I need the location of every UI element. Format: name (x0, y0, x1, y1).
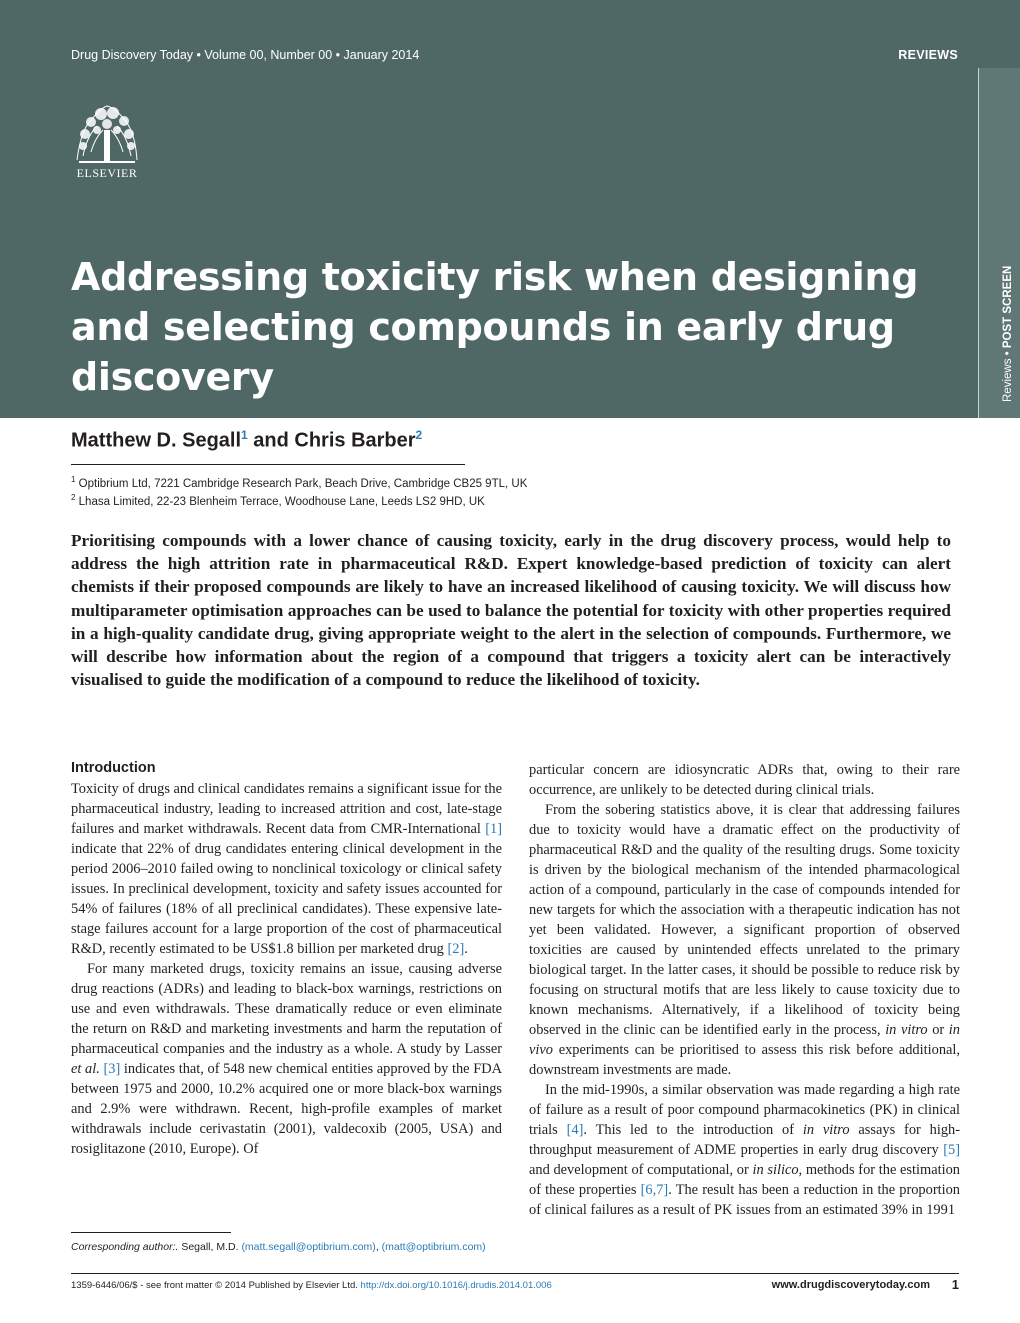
citation-link[interactable]: [6,7] (640, 1182, 669, 1198)
author-name: Matthew D. Segall (71, 429, 242, 452)
running-head: Drug Discovery Today • Volume 00, Number 00 • January 2014 (71, 48, 420, 62)
article-title: Addressing toxicity risk when designing and selecting compounds in early drug discovery (71, 255, 919, 399)
affiliation-number: 1 (71, 475, 76, 484)
body-paragraph: In the mid-1990s, a similar observation was made regarding a high rate of failure as a result of poor compound pharmacokinetics (PK) in clinical trials [4]. This led to the introduction of in vitro assays for high-throughput measurement of ADME properties in early drug discovery [5] and development of computational, or in silico, methods for the estimation of these properties [6,7]. The result has been a reduction in the proportion of clinical failures as a result of PK issues from an estimated 39% in 1991 (529, 1082, 961, 1218)
section-heading: Introduction (71, 760, 156, 776)
footer-divider (71, 1273, 959, 1274)
citation-link[interactable]: [4] (566, 1122, 584, 1138)
affiliation-text: Lhasa Limited, 22-23 Blenheim Terrace, Woodhouse Lane, Leeds LS2 9HD, UK (78, 495, 485, 508)
affiliation-number: 2 (71, 493, 76, 502)
side-label-prefix: Reviews • (1002, 348, 1014, 402)
footer-copyright: 1359-6446/06/$ - see front matter © 2014 Published by Elsevier Ltd. http://dx.doi.org/10.1016/j.drudis.2014.01.006 (71, 1280, 552, 1291)
publisher-logo-text: ELSEVIER (76, 166, 138, 180)
author-joiner: and (247, 429, 295, 452)
email-link[interactable]: (matt.segall@optibrium.com) (241, 1241, 376, 1253)
section-label: REVIEWS (898, 48, 958, 62)
citation-link[interactable]: [5] (943, 1142, 960, 1158)
author-name: Chris Barber (294, 429, 416, 452)
author-line (71, 428, 422, 453)
side-label-main: POST SCREEN (1002, 265, 1014, 349)
body-paragraph: For many marketed drugs, toxicity remains an issue, causing adverse drug reactions (ADRs) and leading to black-box warnings, restrictions on use and even withdrawals. These dramatically reduce or even eliminate the return on R&D and marketing investments and harm the reputation of pharmaceutical companies and the industry as a whole. A study by Lasser et al. [3] indicates that, of 548 new chemical entities approved by the FDA between 1975 and 2000, 10.2% acquired one or more black-box warnings and 2.9% were withdrawn. Recent, high-profile examples of market withdrawals include cerivastatin (2001), valdecoxib (2005, USA) and rosiglitazone (2010, Europe). Of (71, 961, 503, 1157)
footnote-divider (71, 1232, 231, 1233)
page-number: 1 (951, 1277, 959, 1292)
body-paragraph: Toxicity of drugs and clinical candidates remains a significant issue for the pharmaceutical industry, leading to increased attrition and cost, late-stage failures and market withdrawals. Recent data from CMR-International [1] indicate that 22% of drug candidates entering clinical development in the period 2006–2010 failed owing to nonclinical toxicology or clinical safety issues. In preclinical development, toxicity and safety issues accounted for 54% of failures (18% of all preclinical candidates). These expensive late-stage failures account for a large proportion of the cost of pharmaceutical R&D, recently estimated to be US$1.8 billion per marketed drug [2]. (71, 781, 502, 957)
citation-link[interactable]: [1] (485, 821, 502, 837)
affiliation-text: Optibrium Ltd, 7221 Cambridge Research Park, Beach Drive, Cambridge CB25 9TL, UK (78, 477, 528, 490)
corresponding-author-note: Corresponding author:. Segall, M.D. (matt.segall@optibrium.com), (matt@optibrium.com) (71, 1241, 486, 1253)
citation-link[interactable]: [3] (103, 1061, 121, 1077)
side-section-label (984, 264, 1014, 404)
body-column-right (529, 760, 960, 1220)
author-divider (71, 464, 465, 465)
body-paragraph: particular concern are idiosyncratic ADRs that, owing to their rare occurrence, are unlikely to be detected during clinical trials. (529, 762, 960, 798)
body-paragraph: From the sobering statistics above, it is clear that addressing failures due to toxicity would have a dramatic effect on the productivity of pharmaceutical R&D and the quality of the resulting drugs. Some toxicity is driven by the biological mechanism of the intended pharmacological action of a compound, particularly in the case of compounds intended for new targets for which the association with a therapeutic indication has not yet been validated. However, a significant proportion of observed toxicities are caused by unintended effects unrelated to the primary biological target. In the latter cases, it should be possible to reduce risk by focusing on structural motifs that are less likely to cause toxicity due to known mechanisms. Alternatively, if a likelihood of toxicity being observed in the clinic can be identified early in the process, in vitro or in vivo experiments can be prioritised to assess this risk before additional, downstream investments are made. (529, 802, 960, 1078)
email-link[interactable]: (matt@optibrium.com) (381, 1241, 486, 1253)
journal-website-link[interactable]: www.drugdiscoverytoday.com (771, 1279, 930, 1291)
affiliation (71, 475, 527, 490)
affiliation (71, 493, 485, 508)
author-affiliation-link[interactable]: 2 (415, 428, 423, 442)
doi-link[interactable]: http://dx.doi.org/10.1016/j.drudis.2014.01.006 (360, 1280, 552, 1291)
footnote-label: Corresponding author:. (71, 1241, 179, 1253)
abstract: Prioritising compounds with a lower chance of causing toxicity, early in the drug discovery process, would help to address the high attrition rate in pharmaceutical R&D. Expert knowledge-based prediction of toxicity can alert chemists if their proposed compounds are likely to have an increased likelihood of causing toxicity. We will discuss how multiparameter optimisation approaches can be used to balance the potential for toxicity with other properties required in a high-quality candidate drug, giving appropriate weight to the alert in the selection of compounds. Furthermore, we will describe how information about the region of a compound that triggers a toxicity alert can be interactively visualised to guide the modification of a compound to reduce the likelihood of toxicity. (71, 531, 951, 690)
citation-link[interactable]: [2] (447, 941, 465, 957)
author-affiliation-link[interactable]: 1 (241, 428, 248, 442)
body-column-left (71, 758, 502, 1159)
